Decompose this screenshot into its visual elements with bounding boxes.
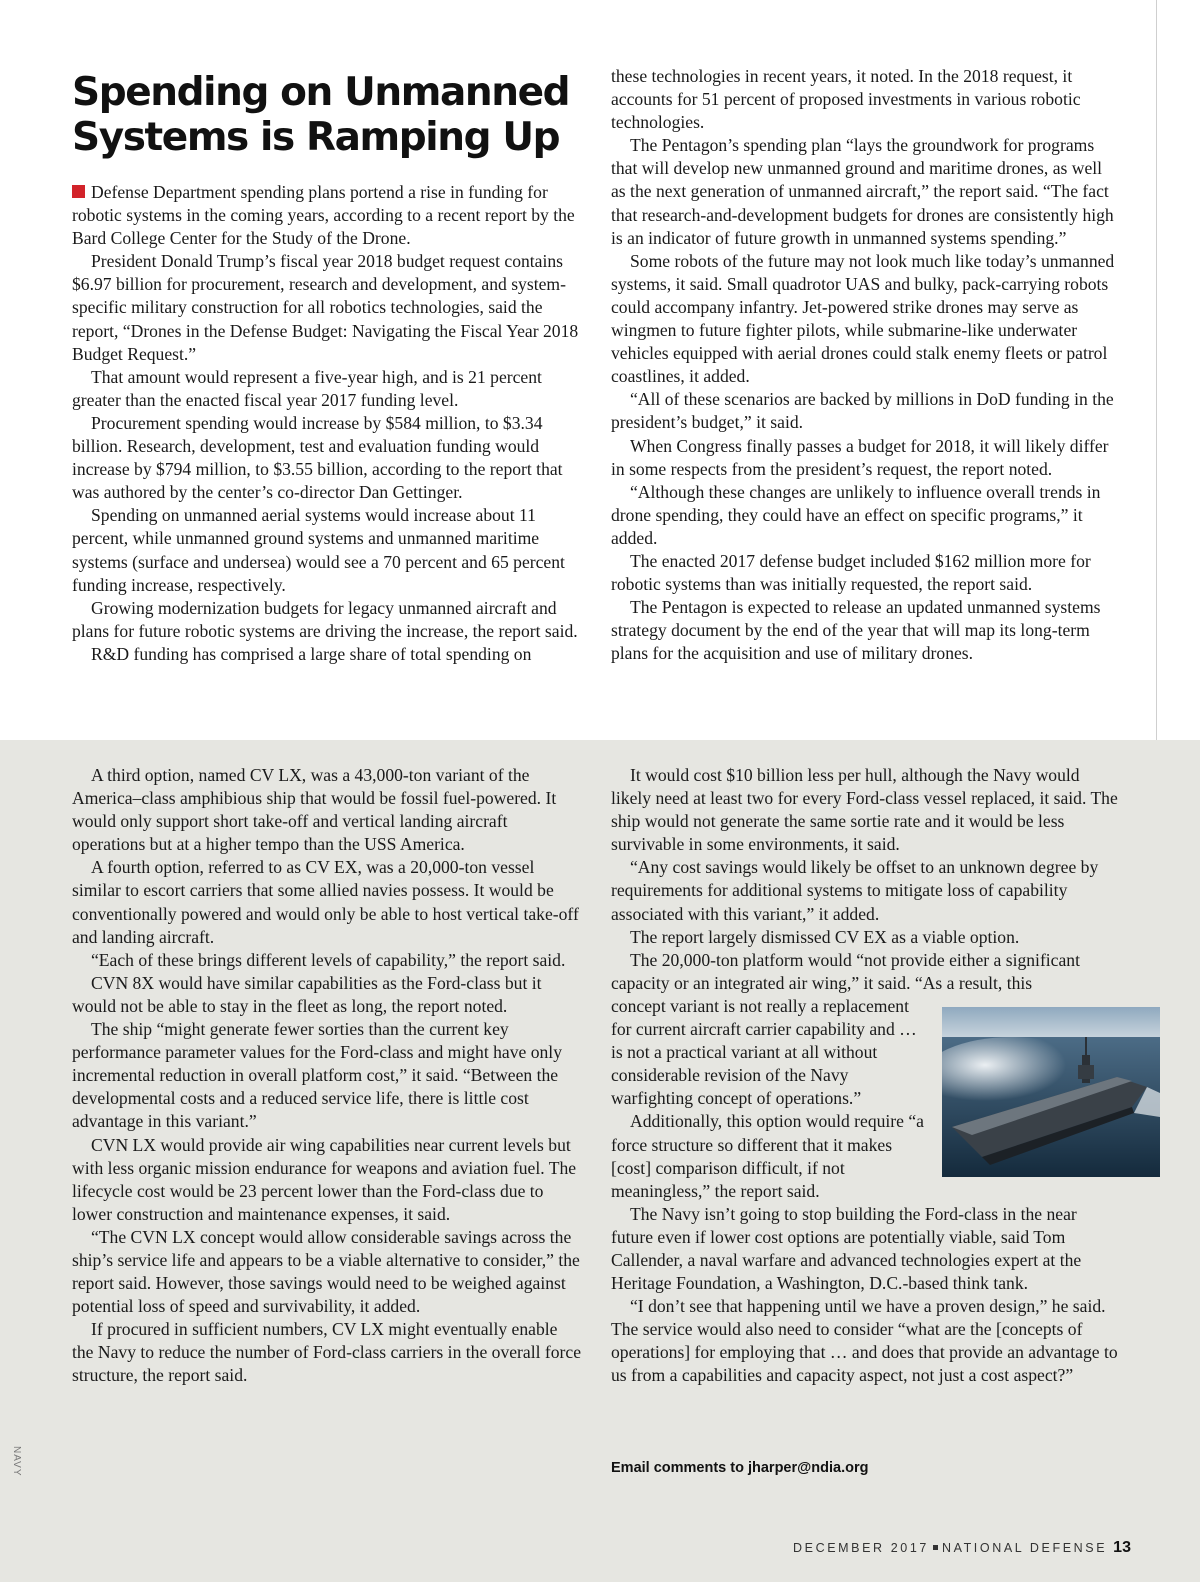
- paragraph: “Although these changes are unlikely to influence overall trends in drone spending, they could have an effect on specific programs,” it added.: [611, 481, 1101, 548]
- paragraph: The ship “might generate fewer sorties than the current key performance parameter values for the Ford-class and might have only incremental reduction in overall platform cost,” it said. “Between the developmental costs and a reduced service life, there is little cost advantage in this variant.”: [72, 1019, 562, 1132]
- paragraph: The 20,000-ton platform would “not provide either a significant capacity or an integrated air wing,” it said. “As a result, this: [611, 949, 1080, 993]
- paragraph: The Pentagon is expected to release an updated unmanned systems strategy document by the end of the year that will map its long-term plans for the acquisition and use of military drones.: [611, 597, 1101, 664]
- photo-wrap-text: [611, 995, 931, 1203]
- email-comments: Email comments to jharper@ndia.org: [611, 1460, 869, 1476]
- paragraph: President Donald Trump’s fiscal year 2018 budget request contains $6.97 billion for procurement, research and development, and system-specific military construction for all robotics technologies, said the report, “Drones in the Defense Budget: Navigating the Fiscal Year 2018 Budget Request.”: [72, 251, 579, 364]
- paragraph: R&D funding has comprised a large share of total spending on: [91, 643, 532, 664]
- separator-square-icon: [933, 1545, 938, 1550]
- paragraph: Some robots of the future may not look much like today’s unmanned systems, it said. Small quadrotor UAS and bulky, pack-carrying robots could accompany infantry. Jet-powered strike drones may serve as wingmen to future fighter pilots, while submarine-like underwater vehicles equipped with aerial drones could stalk enemy fleets or patrol coastlines, it added.: [611, 250, 1115, 387]
- paragraph: A third option, named CV LX, was a 43,000-ton variant of the America–class amphibious ship that would be fossil fuel-powered. It would only support short take-off and vertical landing aircraft operations but at a higher tempo than the USS America.: [72, 765, 557, 855]
- paragraph: Additionally, this option would require “a force structure so different that it makes [cost] comparison difficult, if not meaningless,” the report said.: [611, 1111, 924, 1201]
- paragraph: CVN LX would provide air wing capabilities near current levels but with less organic mission endurance for weapons and aviation fuel. The lifecycle cost would be 23 percent lower than the Ford-class due to lower construction and maintenance expenses, it said.: [72, 1134, 577, 1224]
- paragraph: The Pentagon’s spending plan “lays the groundwork for programs that will develop new unmanned ground and maritime drones, as well as the next generation of unmanned aircraft,” the report said. “The fact that research-and-development budgets for drones are consistently high is an indicator of future growth in unmanned systems spending.”: [611, 135, 1114, 248]
- paragraph: “Any cost savings would likely be offset to an unknown degree by requirements for additional systems to mitigate loss of capability associated with this variant,” it added.: [611, 857, 1099, 924]
- paragraph: these technologies in recent years, it noted. In the 2018 request, it accounts for 51 percent of proposed investments in various robotic technologies.: [611, 66, 1081, 133]
- issue-date: DECEMBER 2017: [793, 1541, 929, 1555]
- paragraph: That amount would represent a five-year high, and is 21 percent greater than the enacted fiscal year 2017 funding level.: [72, 366, 542, 410]
- paragraph: Growing modernization budgets for legacy unmanned aircraft and plans for future robotic systems are driving the increase, the report said.: [72, 597, 578, 641]
- paragraph: The Navy isn’t going to stop building the Ford-class in the near future even if lower cost options are potentially viable, said Tom Callender, a naval warfare and advanced technologies expert at the Heritage Foundation, a Washington, D.C.-based think tank.: [611, 1203, 1082, 1294]
- paragraph: The enacted 2017 defense budget included $162 million more for robotic systems than was initially requested, the report said.: [611, 550, 1091, 595]
- paragraph: The report largely dismissed CV EX as a viable option.: [630, 926, 1020, 947]
- sidebar-article: [0, 0, 1200, 740]
- continued-article-panel: [0, 740, 1200, 1582]
- paragraph: When Congress finally passes a budget for 2018, it will likely differ in some respects from the president’s request, the report noted.: [611, 435, 1109, 479]
- paragraph: “The CVN LX concept would allow considerable savings across the ship’s service life and appears to be a viable alternative to consider,” the report said. However, those savings would need to be weighed against potential loss of speed and survivability, it added.: [72, 1226, 580, 1317]
- paragraph: Defense Department spending plans portend a rise in funding for robotic systems in the coming years, according to a recent report by the Bard College Center for the Study of the Drone.: [72, 182, 575, 249]
- paragraph: “I don’t see that happening until we have a proven design,” he said. The service would also need to consider “what are the [concepts of operations] for employing that … and does that provide an advantage to us from a capabilities and capacity aspect, not just a cost aspect?”: [611, 1296, 1118, 1386]
- paragraph: It would cost $10 billion less per hull, although the Navy would likely need at least two for every Ford-class vessel replaced, it said. The ship would not generate the same sortie rate and it would be less survivable in some environments, it said.: [611, 765, 1118, 855]
- top-right-column: [611, 65, 1121, 665]
- top-left-column: [72, 181, 582, 666]
- paragraph: “Each of these brings different levels of capability,” the report said.: [91, 949, 566, 970]
- aircraft-carrier-photo: [942, 1007, 1160, 1177]
- photo-credit: NAVY: [11, 1446, 22, 1477]
- paragraph: If procured in sufficient numbers, CV LX might eventually enable the Navy to reduce the number of Ford-class carriers in the overall force structure, the report said.: [72, 1319, 582, 1386]
- article-headline: Spending on Unmanned Systems is Ramping Up: [72, 70, 570, 160]
- paragraph: A fourth option, referred to as CV EX, was a 20,000-ton vessel similar to escort carriers that some allied navies possess. It would be conventionally powered and would only be able to host vertical take-off and landing aircraft.: [72, 857, 579, 947]
- page-number: 13: [1113, 1539, 1131, 1556]
- paragraph: concept variant is not really a replacement for current aircraft carrier capability and … is not a practical variant at all without considerable revision of the Navy warfighting concept of operations.”: [611, 995, 917, 1109]
- continued-left-column: [72, 764, 582, 1388]
- paragraph: “All of these scenarios are backed by millions in DoD funding in the president’s budget,” it said.: [611, 389, 1114, 433]
- paragraph: Spending on unmanned aerial systems would increase about 11 percent, while unmanned ground systems and unmanned maritime systems (surface and undersea) would see a 70 percent and 65 percent funding increase, respectively.: [72, 505, 565, 595]
- red-square-icon: [72, 185, 85, 198]
- paragraph: CVN 8X would have similar capabilities as the Ford-class but it would not be able to stay in the fleet as long, the report noted.: [72, 972, 542, 1016]
- publication-name: NATIONAL DEFENSE: [941, 1541, 1108, 1555]
- paragraph: Procurement spending would increase by $584 million, to $3.34 billion. Research, development, test and evaluation funding would increase by $794 million, to $3.55 billion, according to the report that was authored by the center’s co-director Dan Gettinger.: [72, 412, 563, 503]
- page-footer: [793, 1539, 1131, 1557]
